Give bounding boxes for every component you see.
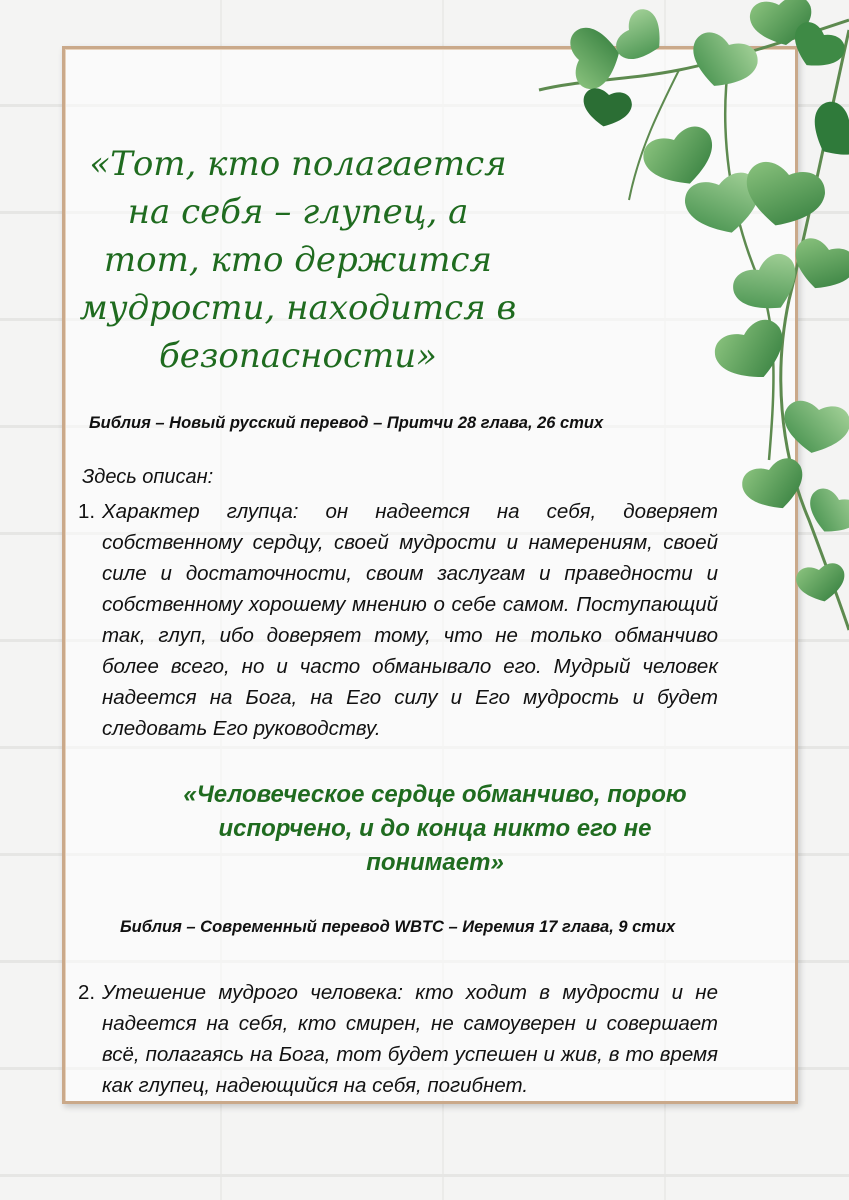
list-item	[78, 977, 718, 1101]
source-citation-2: Библия – Современный перевод WBTC – Иеремия 17 глава, 9 стих	[120, 918, 676, 936]
list-item	[78, 496, 718, 744]
main-quote: «Тот, кто полагается на себя – глупец, а тот, кто держится мудрости, находится в безопасности»	[79, 144, 517, 376]
list-item-text: Утешение мудрого человека: кто ходит в мудрости и не надеется на себя, кто смирен, не самоуверен и совершает всё, полагаясь на Бога, тот будет успешен и жив, в то время как глупец, надеющийся на себя, погибнет.	[102, 981, 718, 1097]
secondary-quote: «Человеческое сердце обманчиво, порою испорчено, и до конца никто его не понимает»	[183, 781, 687, 876]
list-item-number: 1.	[78, 500, 96, 523]
source-citation-1: Библия – Новый русский перевод – Притчи 28 глава, 26 стих	[89, 414, 604, 432]
list-item-text: Характер глупца: он надеется на себя, доверяет собственному сердцу, своей мудрости и намерениям, своей силе и достаточности, своим заслугам и праведности и собственному хорошему мнению о себе самом. Поступающий так, глуп, ибо доверяет тому, что не только обманчиво более всего, но и часто обманывало его. Мудрый человек надеется на Бога, на Его силу и Его мудрость и будет следовать Его руководству.	[102, 500, 718, 740]
intro-text: Здесь описан:	[82, 466, 214, 488]
list-item-number: 2.	[78, 981, 96, 1004]
